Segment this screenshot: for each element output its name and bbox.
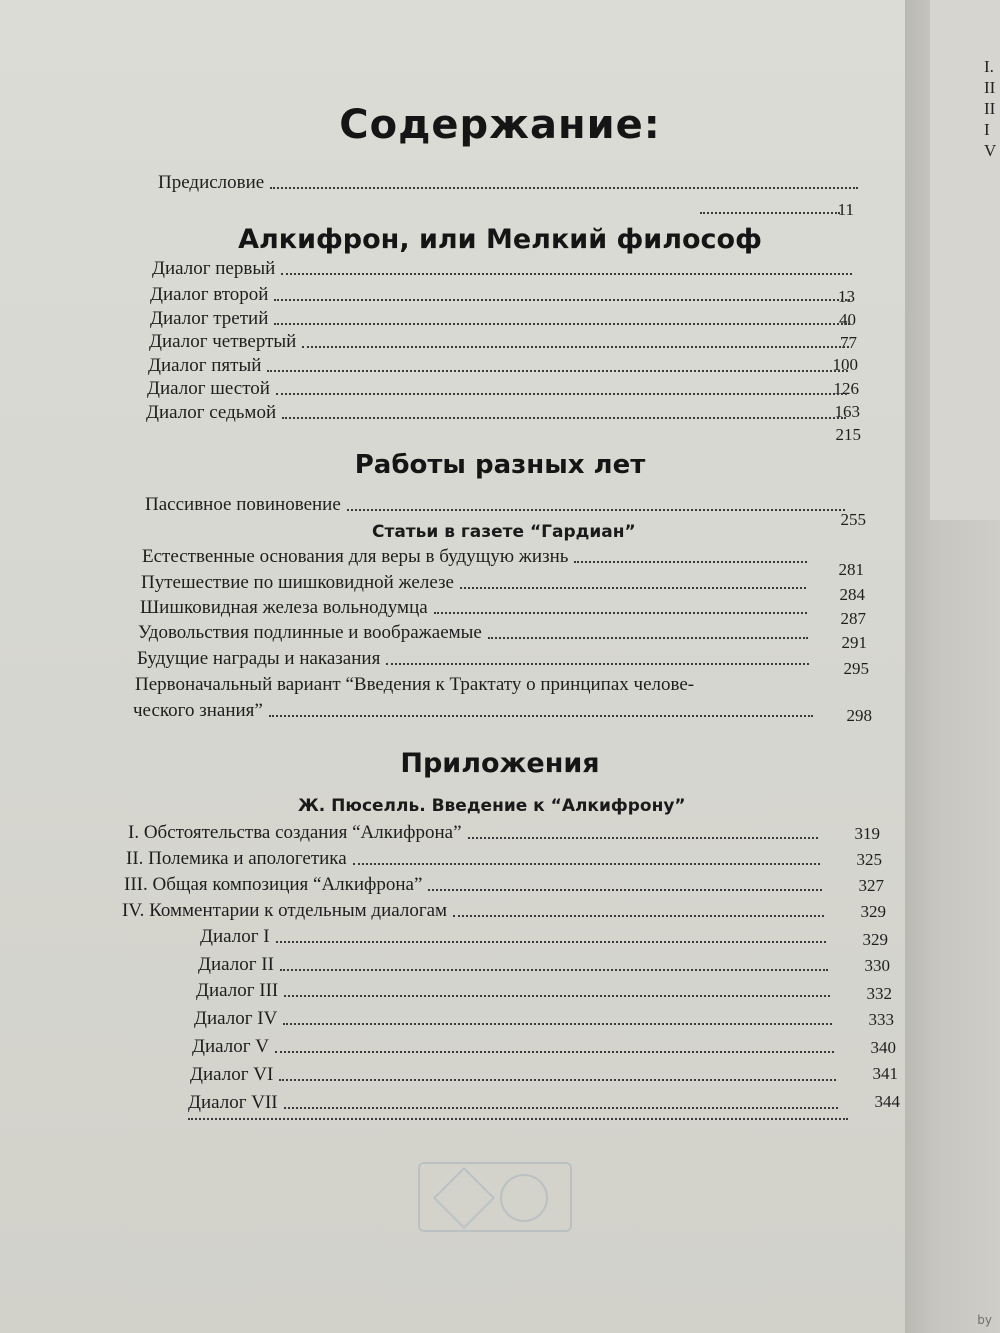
page-number: 13 <box>838 287 855 306</box>
toc-entry: Удовольствия подлинные и воображаемые <box>138 622 808 644</box>
toc-entry: Будущие награды и наказания <box>137 648 809 670</box>
toc-entry: Естественные основания для веры в будущую жизнь <box>142 546 807 568</box>
toc-entry-dialog: Диалог IV <box>194 1008 832 1030</box>
toc-entry-passive-obedience: Пассивное повиновение <box>145 494 845 516</box>
page-number: 40 <box>839 310 856 329</box>
toc-entry: Диалог шестой <box>147 378 847 400</box>
toc-entry-dialog: Диалог III <box>196 980 830 1002</box>
toc-entry: II. Полемика и апологетика <box>126 848 820 870</box>
page-number: 327 <box>858 876 884 895</box>
page-number: 215 <box>835 425 861 444</box>
page-number: 325 <box>856 850 882 869</box>
page-number: 329 <box>862 930 888 949</box>
toc-entry: Диалог третий <box>150 308 850 330</box>
page-title: Содержание: <box>339 102 661 148</box>
toc-entry: Диалог седьмой <box>146 402 846 424</box>
toc-entry-dialog: Диалог II <box>198 954 828 976</box>
subheading-pucelle: Ж. Пюселль. Введение к “Алкифрону” <box>298 796 686 816</box>
toc-entry: Диалог первый <box>152 258 852 280</box>
toc-entry: Диалог четвертый <box>149 331 849 353</box>
page-number: 344 <box>874 1092 900 1111</box>
faint-printer-mark-icon <box>418 1162 572 1232</box>
toc-entry: I. Обстоятельства создания “Алкифрона” <box>128 822 818 844</box>
subheading-guardian: Статьи в газете “Гардиан” <box>372 522 636 542</box>
page-number: 340 <box>870 1038 896 1057</box>
page-number: 163 <box>834 402 860 421</box>
toc-entry-dialog: Диалог VII <box>188 1092 838 1114</box>
page-number: 295 <box>843 659 869 678</box>
page-number: 126 <box>833 379 859 398</box>
section-heading-works: Работы разных лет <box>354 450 646 480</box>
toc-entry: Диалог пятый <box>148 355 848 377</box>
page-number: 255 <box>840 510 866 529</box>
page-number: 281 <box>838 560 864 579</box>
page-number: 298 <box>846 706 872 725</box>
toc-entry: IV. Комментарии к отдельным диалогам <box>122 900 824 922</box>
page-number: 287 <box>840 609 866 628</box>
toc-entry-preface: Предисловие <box>158 172 858 194</box>
toc-entry: III. Общая композиция “Алкифрона” <box>124 874 822 896</box>
page-number: 333 <box>868 1010 894 1029</box>
toc-entry-dialog: Диалог VI <box>190 1064 836 1086</box>
page-number: 330 <box>864 956 890 975</box>
toc-entry-long-line1: Первоначальный вариант “Введения к Трактату о принципах челове- <box>135 674 695 695</box>
toc-entry: Шишковидная железа вольнодумца <box>140 597 807 619</box>
page-number: 11 <box>837 200 854 219</box>
toc-trailing-dot-leader <box>188 1118 848 1125</box>
page-number: 341 <box>872 1064 898 1083</box>
adjacent-page-numerals: I. II II I V <box>984 57 997 160</box>
section-heading-appendices: Приложения <box>400 748 600 779</box>
toc-entry: Путешествие по шишковидной железе <box>141 572 806 594</box>
page-number: 319 <box>854 824 880 843</box>
page-number: 77 <box>840 333 857 352</box>
page-number: 284 <box>839 585 865 604</box>
section-heading-alciphron: Алкифрон, или Мелкий философ <box>238 224 762 255</box>
page-number: 100 <box>832 355 858 374</box>
page-number: 332 <box>866 984 892 1003</box>
toc-entry-dialog: Диалог I <box>200 926 826 948</box>
page-number: 329 <box>860 902 886 921</box>
watermark: by <box>977 1313 992 1327</box>
toc-entry-long-line2: ческого знания” <box>133 700 813 722</box>
toc-entry: Диалог второй <box>150 284 850 306</box>
page-number: 291 <box>841 633 867 652</box>
toc-entry-dialog: Диалог V <box>192 1036 834 1058</box>
